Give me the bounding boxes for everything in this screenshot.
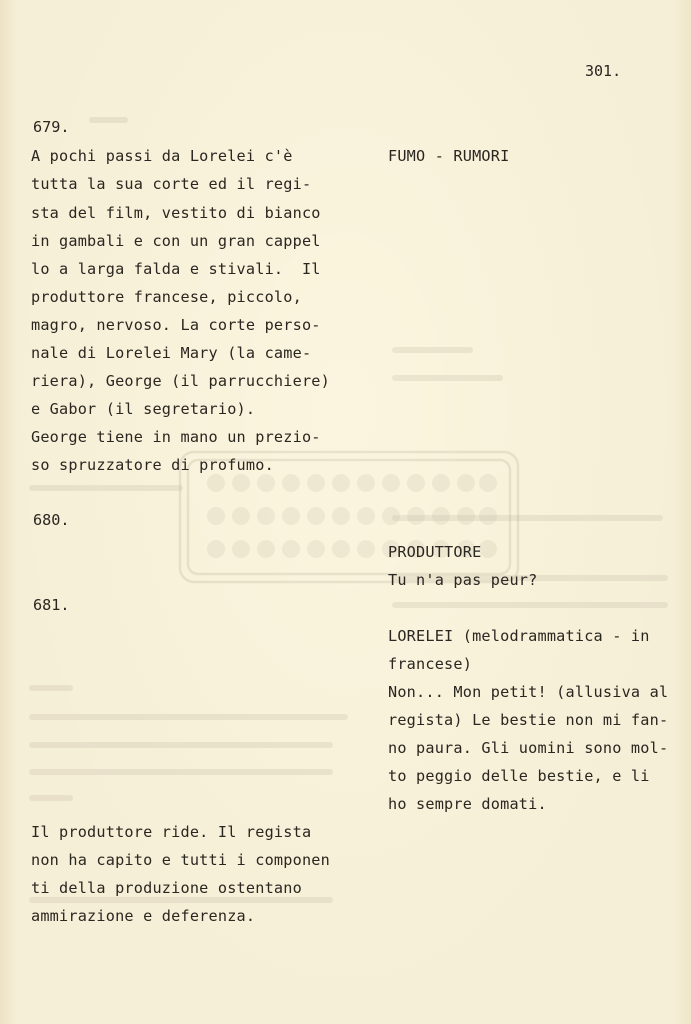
dialogue-line: to peggio delle bestie, e li <box>388 767 650 785</box>
character-name-produttore: PRODUTTORE <box>388 543 482 561</box>
scene-number-679: 679. <box>33 118 70 136</box>
sound-cue: FUMO - RUMORI <box>388 147 510 165</box>
dialogue-line: regista) Le bestie non mi fan- <box>388 711 669 729</box>
text-line: produttore francese, piccolo, <box>31 288 302 306</box>
text-line: non ha capito e tutti i componen <box>31 851 330 869</box>
text-line: tutta la sua corte ed il regi- <box>31 175 312 193</box>
dialogue-line: ho sempre domati. <box>388 795 547 813</box>
dialogue-line: Non... Mon petit! (allusiva al <box>388 683 669 701</box>
text-line: e Gabor (il segretario). <box>31 400 256 418</box>
character-name-lorelei: LORELEI (melodrammatica - in <box>388 627 650 645</box>
text-line: ammirazione e deferenza. <box>31 907 256 925</box>
text-line: magro, nervoso. La corte perso- <box>31 316 321 334</box>
dialogue-line: no paura. Gli uomini sono mol- <box>388 739 669 757</box>
text-line: Il produttore ride. Il regista <box>31 823 312 841</box>
text-line: lo a larga falda e stivali. Il <box>31 260 321 278</box>
text-line: so spruzzatore di profumo. <box>31 456 274 474</box>
text-line: George tiene in mano un prezio- <box>31 428 321 446</box>
text-line: in gambali e con un gran cappel <box>31 232 321 250</box>
dialogue-line: Tu n'a pas peur? <box>388 571 538 589</box>
text-line: A pochi passi da Lorelei c'è <box>31 147 293 165</box>
text-line: nale di Lorelei Mary (la came- <box>31 344 312 362</box>
text-line: sta del film, vestito di bianco <box>31 204 321 222</box>
scene-number-680: 680. <box>33 511 70 529</box>
scene-number-681: 681. <box>33 596 70 614</box>
text-line: riera), George (il parrucchiere) <box>31 372 330 390</box>
parenthetical: francese) <box>388 655 473 673</box>
page-number: 301. <box>585 62 622 80</box>
text-line: ti della produzione ostentano <box>31 879 302 897</box>
